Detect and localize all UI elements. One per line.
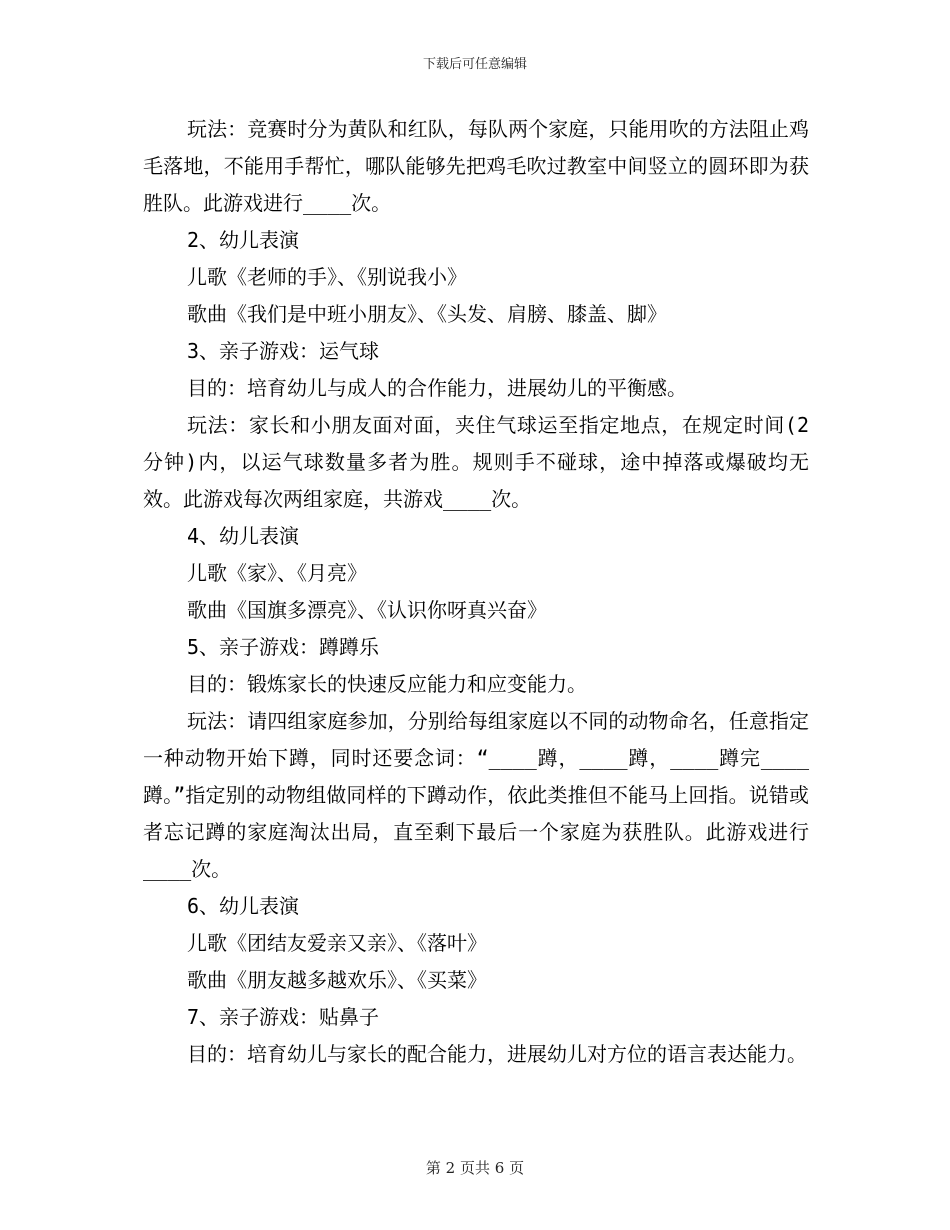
paragraph-rules-feather: 玩法：竞赛时分为黄队和红队，每队两个家庭，只能用吹的方法阻止鸡毛落地，不能用手帮忙，哪队能够先把鸡毛吹过教室中间竖立的圆环即为获胜队。此游戏进行____次。 xyxy=(143,117,809,215)
section-heading-6: 6、幼儿表演 xyxy=(187,894,300,918)
paragraph-nursery-rhymes-3: 儿歌《团结友爱亲又亲》、《落叶》 xyxy=(187,931,487,955)
paragraph-purpose-balloon: 目的：培育幼儿与成人的合作能力，进展幼儿的平衡感。 xyxy=(187,376,687,400)
paragraph-rules-balloon: 玩法：家长和小朋友面对面，夹住气球运至指定地点，在规定时间(2分钟)内，以运气球数量多者为胜。规则手不碰球，途中掉落或爆破均无效。此游戏每次两组家庭，共游戏____次。 xyxy=(143,413,809,511)
paragraph-rules-squat: 玩法：请四组家庭参加，分别给每组家庭以不同的动物命名，任意指定一种动物开始下蹲，同时还要念词：“____蹲，____蹲，____蹲完____蹲。”指定别的动物组做同样的下蹲动作，依此类推但不能马上回指。说错或者忘记蹲的家庭淘汰出局，直至剩下最后一个家庭为获胜队。此游戏进行____次。 xyxy=(143,709,809,881)
paragraph-nursery-rhymes-1: 儿歌《老师的手》、《别说我小》 xyxy=(187,265,467,289)
paragraph-songs-3: 歌曲《朋友越多越欢乐》、《买菜》 xyxy=(187,968,487,992)
section-heading-5: 5、亲子游戏：蹲蹲乐 xyxy=(187,635,380,659)
page-header: 下载后可任意编辑 xyxy=(422,57,527,72)
section-heading-2: 2、幼儿表演 xyxy=(187,228,300,252)
section-heading-7: 7、亲子游戏：贴鼻子 xyxy=(187,1005,380,1029)
document-body xyxy=(143,111,809,1073)
paragraph-nursery-rhymes-2: 儿歌《家》、《月亮》 xyxy=(187,561,367,585)
section-heading-4: 4、幼儿表演 xyxy=(187,524,300,548)
page-footer: 第 2 页共 6 页 xyxy=(425,1159,525,1177)
paragraph-purpose-squat: 目的：锻炼家长的快速反应能力和应变能力。 xyxy=(187,672,587,696)
paragraph-songs-2: 歌曲《国旗多漂亮》、《认识你呀真兴奋》 xyxy=(187,598,547,622)
paragraph-songs-1: 歌曲《我们是中班小朋友》、《头发、肩膀、膝盖、脚》 xyxy=(187,302,667,326)
section-heading-3: 3、亲子游戏：运气球 xyxy=(187,339,380,363)
paragraph-purpose-nose: 目的：培育幼儿与家长的配合能力，进展幼儿对方位的语言表达能力。 xyxy=(187,1042,807,1066)
